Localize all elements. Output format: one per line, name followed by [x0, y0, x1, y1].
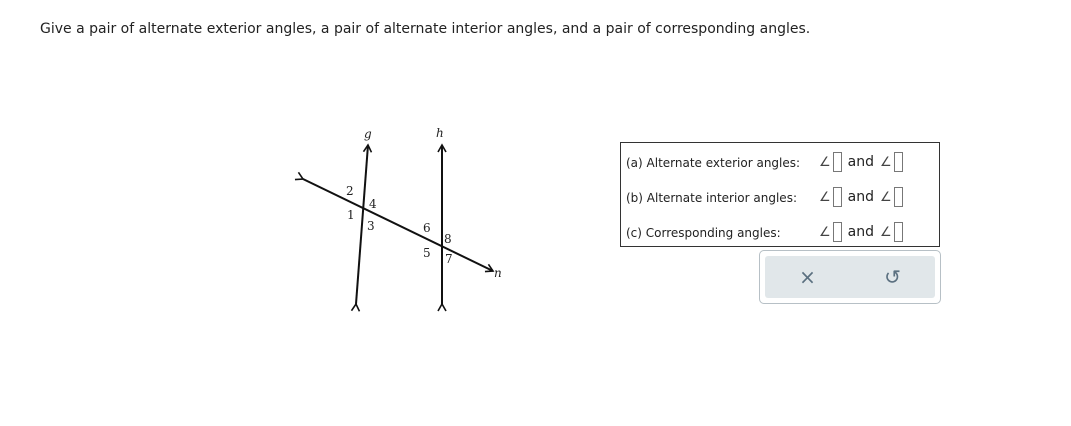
angle-label-5: 5	[423, 246, 431, 260]
answer-inputs-alternate-interior	[819, 185, 903, 209]
close-icon: ×	[799, 265, 816, 289]
answer-input-corresponding-first[interactable]	[833, 222, 842, 242]
angle-label-8: 8	[444, 232, 452, 246]
action-panel	[759, 250, 941, 304]
answer-row-alternate-interior	[626, 183, 936, 209]
line-n	[303, 179, 493, 271]
answer-inputs-alternate-exterior	[819, 150, 903, 174]
answer-label-alternate-interior: (b) Alternate interior angles:	[626, 191, 797, 205]
angle-label-7: 7	[445, 252, 453, 266]
answer-label-alternate-exterior: (a) Alternate exterior angles:	[626, 156, 801, 170]
undo-icon: ↺	[884, 265, 901, 289]
answer-input-alternate-exterior-first[interactable]	[833, 152, 842, 172]
angle-label-6: 6	[423, 221, 431, 235]
answer-label-corresponding: (c) Corresponding angles:	[626, 226, 781, 240]
and-text: and	[847, 154, 874, 170]
angle-label-2: 2	[346, 184, 354, 198]
and-text: and	[847, 189, 874, 205]
transversal-figure	[290, 120, 510, 315]
angle-symbol: ∠	[880, 189, 892, 205]
line-label-g: g	[364, 127, 372, 141]
line-label-h: h	[436, 126, 444, 140]
line-label-n: n	[494, 266, 502, 280]
angle-label-4: 4	[369, 197, 377, 211]
angle-label-1: 1	[347, 208, 355, 222]
answer-input-alternate-interior-second[interactable]	[894, 187, 903, 207]
answer-row-corresponding	[626, 218, 936, 244]
clear-button[interactable]	[765, 256, 850, 298]
angle-symbol: ∠	[880, 154, 892, 170]
question-text: Give a pair of alternate exterior angles, a pair of alternate interior angles, and a pair of corresponding angles.	[40, 21, 811, 37]
answer-input-alternate-exterior-second[interactable]	[894, 152, 903, 172]
answer-inputs-corresponding	[819, 220, 903, 244]
action-panel-inner	[765, 256, 935, 298]
and-text: and	[847, 224, 874, 240]
answer-input-corresponding-second[interactable]	[894, 222, 903, 242]
angle-symbol: ∠	[880, 224, 892, 240]
angle-symbol: ∠	[819, 189, 831, 205]
angle-label-3: 3	[367, 219, 375, 233]
angle-symbol: ∠	[819, 154, 831, 170]
answer-row-alternate-exterior	[626, 148, 936, 174]
answer-input-alternate-interior-first[interactable]	[833, 187, 842, 207]
answer-box	[620, 142, 940, 247]
undo-button[interactable]	[850, 256, 935, 298]
angle-symbol: ∠	[819, 224, 831, 240]
